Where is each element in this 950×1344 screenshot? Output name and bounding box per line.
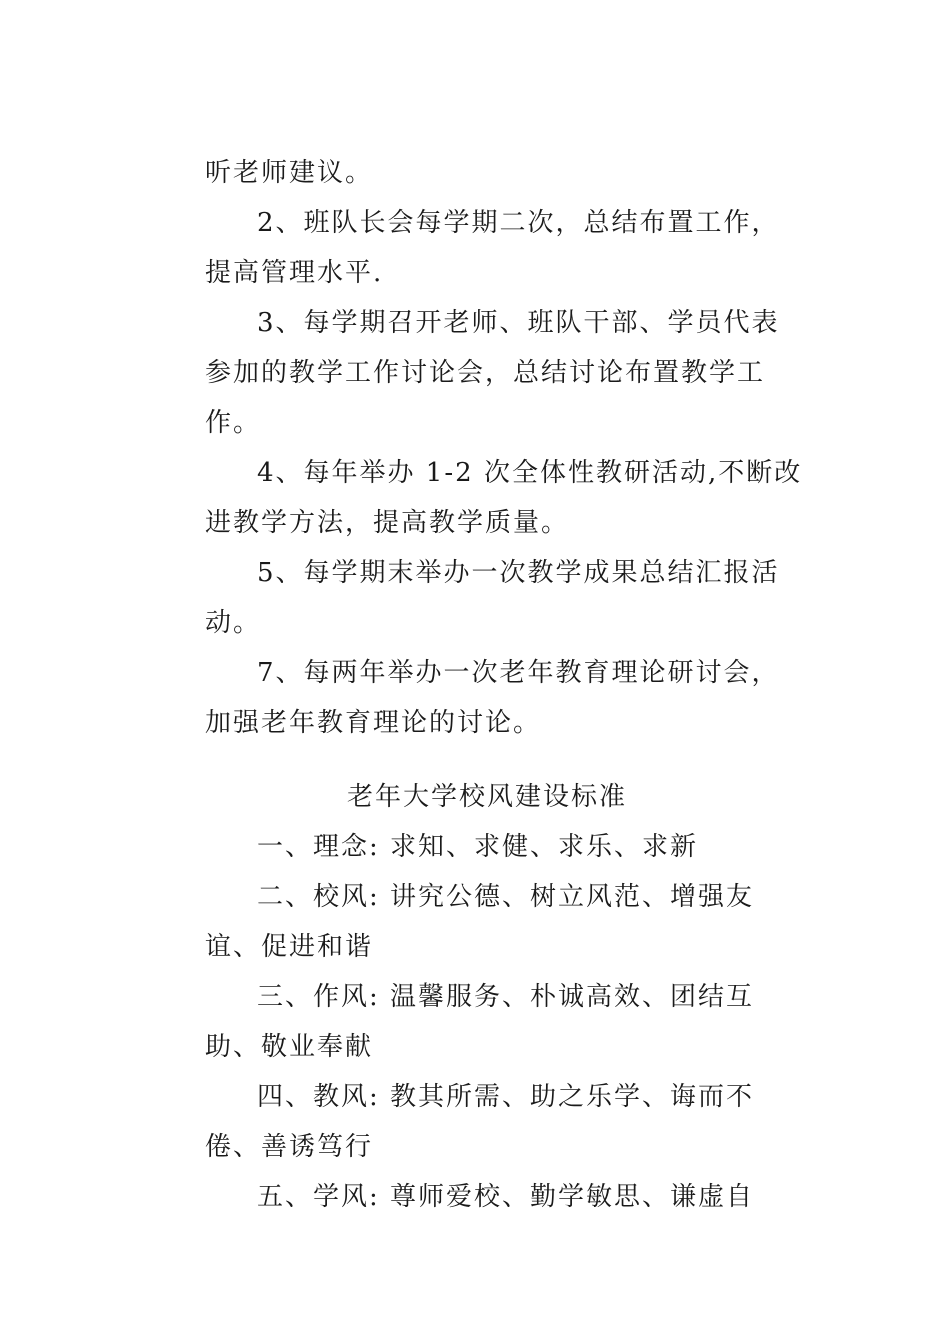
standard-line: 五、学风: 尊师爱校、勤学敏思、谦虚自: [257, 1182, 755, 1212]
text-line: 动。: [205, 608, 262, 638]
text-line: 作。: [205, 408, 262, 438]
standard-line: 三、作风: 温馨服务、朴诚高效、团结互: [257, 982, 755, 1012]
text-line: 3、每学期召开老师、班队干部、学员代表: [257, 308, 780, 338]
text-line: 提高管理水平.: [205, 258, 384, 288]
text-line: 加强老年教育理论的讨论。: [205, 708, 542, 738]
text-line: 5、每学期末举办一次教学成果总结汇报活: [257, 558, 780, 588]
standard-line: 四、教风: 教其所需、助之乐学、诲而不: [257, 1082, 755, 1112]
text-line: 7、每两年举办一次老年教育理论研讨会，: [257, 658, 780, 688]
text-line: 参加的教学工作讨论会，总结讨论布置教学工: [205, 358, 766, 388]
standard-line: 一、理念: 求知、求健、求乐、求新: [257, 832, 699, 862]
standard-line: 倦、善诱笃行: [205, 1132, 374, 1162]
standard-line: 二、校风: 讲究公德、树立风范、增强友: [257, 882, 755, 912]
section-title: 老年大学校风建设标准: [347, 782, 628, 812]
text-line: 2、班队长会每学期二次，总结布置工作，: [257, 208, 780, 238]
standard-line: 谊、促进和谐: [205, 932, 374, 962]
text-line: 听老师建议。: [205, 158, 374, 188]
text-line: 4、每年举办 1-2 次全体性教研活动,不断改: [257, 458, 803, 488]
standard-line: 助、敬业奉献: [205, 1032, 374, 1062]
text-line: 进教学方法，提高教学质量。: [205, 508, 570, 538]
